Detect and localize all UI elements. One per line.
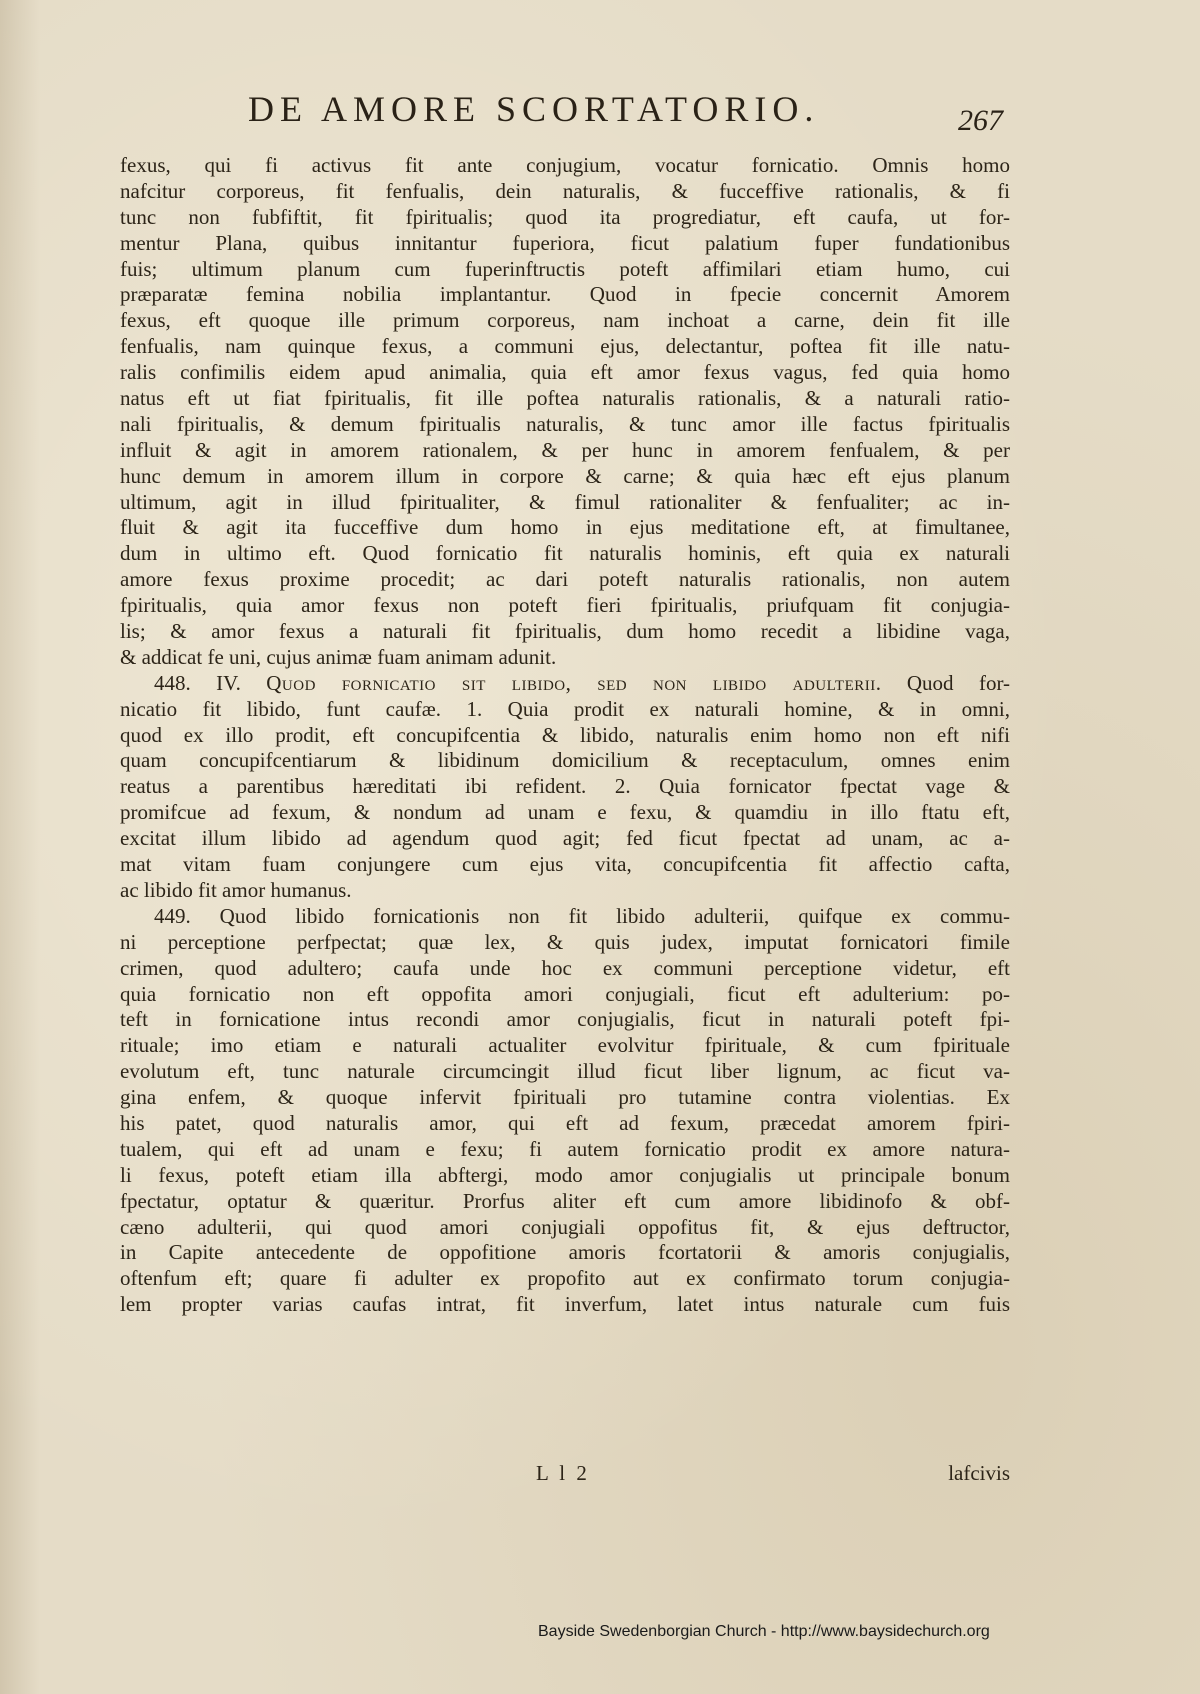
text-line: fexus, qui fi activus fit ante conjugium, vocatur fornicatio. Omnis homo (120, 153, 1010, 177)
text-line: ni perceptione perfpectat; quæ lex, & quis judex, imputat fornicatori fimile (120, 929, 1010, 954)
section-heading: Quod fornicatio sit libido, sed non libido adulterii. (266, 670, 882, 695)
text-line: natus eft ut fiat fpiritualis, fit ille poftea naturalis rationalis, & a naturali ratio- (120, 386, 1010, 411)
text-line: nicatio fit libido, funt caufæ. 1. Quia prodit ex naturali homine, & in omni, (120, 696, 1010, 721)
text-line: fpectatur, optatur & quæritur. Prorfus aliter eft cum amore libidinofo & obf- (120, 1188, 1010, 1213)
text-line: ultimum, agit in illud fpiritualiter, & fimul rationaliter & fenfualiter; ac in- (120, 489, 1010, 514)
catchword: lafcivis (948, 1461, 1010, 1485)
text-line: & addicat fe uni, cujus animæ fuam animam adunit. (120, 644, 557, 669)
text-line: influit & agit in amorem rationalem, & per hunc in amorem fenfualem, & per (120, 437, 1010, 462)
page-footer (120, 1461, 1010, 1489)
text-line: quia fornicatio non eft oppofita amori conjugiali, ficut eft adulterium: po- (120, 981, 1010, 1006)
text-line: 449. Quod libido fornicationis non fit libido adulterii, quifque ex commu- (154, 903, 1010, 928)
text-line: li fexus, poteft etiam illa abftergi, modo amor conjugialis ut principale bonum (120, 1162, 1010, 1187)
text-line: teft in fornicatione intus recondi amor conjugialis, ficut in naturali poteft fpi- (120, 1007, 1010, 1032)
page-number: 267 (958, 104, 1003, 137)
text-line: fexus, eft quoque ille primum corporeus, nam inchoat a carne, dein fit ille (120, 308, 1010, 333)
section-number: 448. IV. (154, 670, 241, 695)
text-line: evolutum eft, tunc naturale circumcingit illud ficut liber lignum, ac ficut va- (120, 1059, 1010, 1084)
paragraph-continuation (120, 153, 1010, 671)
text-line: fluit & agit ita fucceffive dum homo in ejus meditatione eft, at fimultanee, (120, 515, 1010, 540)
text-line: nali fpiritualis, & demum fpiritualis naturalis, & tunc amor ille factus fpiritualis (120, 411, 1010, 436)
text-line: rituale; imo etiam e naturali actualiter evolvitur fpirituale, & cum fpirituale (120, 1033, 1010, 1058)
text-line: mat vitam fuam conjungere cum ejus vita, concupifcentia fit affectio cafta, (120, 852, 1010, 877)
text-line: oftenfum eft; quare fi adulter ex propofito aut ex confirmato torum conjugia- (120, 1266, 1010, 1291)
text-line-rest: Quod for- (906, 670, 1010, 695)
text-line: fenfualis, nam quinque fexus, a communi ejus, delectantur, poftea fit ille natu- (120, 334, 1010, 359)
text-line: crimen, quod adultero; caufa unde hoc ex communi perceptione videtur, eft (120, 955, 1010, 980)
text-line: ac libido fit amor humanus. (120, 877, 352, 902)
text-line: reatus a parentibus hæreditati ibi refident. 2. Quia fornicator fpectat vage & (120, 774, 1010, 799)
text-line: quam concupifcentiarum & libidinum domicilium & receptaculum, omnes enim (120, 748, 1010, 773)
text-line: promifcue ad fexum, & nondum ad unam e fexu, & quamdiu in illo ftatu eft, (120, 800, 1010, 825)
running-head: DE AMORE SCORTATORIO. (248, 89, 820, 129)
text-line: dum in ultimo eft. Quod fornicatio fit naturalis hominis, eft quia ex naturali (120, 541, 1010, 566)
text-line: lem propter varias caufas intrat, fit inverfum, latet intus naturale cum fuis (120, 1292, 1010, 1317)
watermark-text: Bayside Swedenborgian Church - http://www.baysidechurch.org (538, 1623, 990, 1640)
text-line (120, 671, 1010, 697)
text-line: lis; & amor fexus a naturali fit fpiritualis, dum homo recedit a libidine vaga, (120, 619, 1010, 644)
text-line: his patet, quod naturalis amor, qui eft ad fexum, præcedat amorem fpiri- (120, 1110, 1010, 1135)
text-line: fpiritualis, quia amor fexus non poteft fieri fpiritualis, priufquam fit conjugia- (120, 593, 1010, 618)
text-line: excitat illum libido ad agendum quod agit; fed ficut fpectat ad unam, ac a- (120, 826, 1010, 851)
text-body (120, 153, 1010, 1318)
text-line: amore fexus proxime procedit; ac dari poteft naturalis rationalis, non autem (120, 567, 1010, 592)
text-line: ralis confimilis eidem apud animalia, quia eft amor fexus vagus, fed quia homo (120, 360, 1010, 385)
text-line: mentur Plana, quibus innitantur fuperiora, ficut palatium fuper fundationibus (120, 230, 1010, 255)
paragraph-449 (120, 904, 1010, 1318)
text-line: gina enfem, & quoque infervit fpirituali pro tutamine contra violentias. Ex (120, 1085, 1010, 1110)
text-line: tualem, qui eft ad unam e fexu; fi autem fornicatio prodit ex amore natura- (120, 1136, 1010, 1161)
text-line: fuis; ultimum planum cum fuperinftructis poteft affimilari etiam humo, cui (120, 256, 1010, 281)
paragraph-448 (120, 671, 1010, 904)
text-line: in Capite antecedente de oppofitione amoris fcortatorii & amoris conjugialis, (120, 1240, 1010, 1265)
signature-mark: L l 2 (536, 1461, 590, 1485)
text-line: tunc non fubfiftit, fit fpiritualis; quod ita progrediatur, eft caufa, ut for- (120, 204, 1010, 229)
text-line: quod ex illo prodit, eft concupifcentia & libido, naturalis enim homo non eft nifi (120, 722, 1010, 747)
text-line: cæno adulterii, qui quod amori conjugiali oppofitus fit, & ejus deftructor, (120, 1214, 1010, 1239)
text-line: præparatæ femina nobilia implantantur. Quod in fpecie concernit Amorem (120, 282, 1010, 307)
text-line: nafcitur corporeus, fit fenfualis, dein naturalis, & fucceffive rationalis, & fi (120, 178, 1010, 203)
text-line: hunc demum in amorem illum in corpore & carne; & quia hæc eft ejus planum (120, 463, 1010, 488)
